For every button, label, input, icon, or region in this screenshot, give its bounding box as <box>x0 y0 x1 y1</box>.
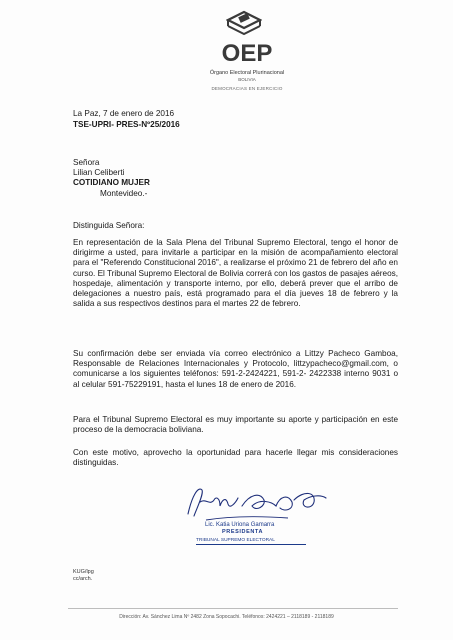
paragraph-confirmation: Su confirmación debe ser enviada vía correo electrónico a Littzy Pacheco Gamboa, Responsable de Relaciones Internacionales y Protocolo, littzypacheco@gmail.com, o comunicarse a los siguientes teléfonos: 591-2-2424221, 591-2- 2422338 interno 9031 o al celular 591-75229191, hasta el lunes 18 de enero de 2016. <box>73 349 398 389</box>
paragraph-invitation: En representación de la Sala Plena del Tribunal Supremo Electoral, tengo el honor de dirigirme a usted, para invitarle a participar en la misión de acompañamiento electoral para el "Referendo Constitucional 2016", a realizarse el próximo 21 de febrero del año en curso. El Tribunal Supremo Electoral de Bolivia correrá con los gastos de pasajes aéreos, hospedaje, alimentación y transporte interno, por ello, deberá prever que el arribo de delegaciones a nuestro país, está programado para el día jueves 18 de febrero y la salida a sus respectivos destinos para el martes 22 de febrero. <box>73 238 398 309</box>
oep-logo <box>182 10 312 100</box>
signatory-name: Lic. Katia Uriona Gamarra <box>205 522 275 528</box>
place-date: La Paz, 7 de enero de 2016 <box>73 109 175 118</box>
recipient-organization: COTIDIANO MUJER <box>73 178 150 187</box>
oep-emblem-icon <box>226 10 262 40</box>
signatory-title: PRESIDENTA <box>222 529 264 535</box>
footer-divider <box>68 608 398 609</box>
initials-line: KUG/lpg <box>73 569 94 575</box>
reference-initials <box>73 569 94 583</box>
archive-line: cc/arch. <box>73 576 93 582</box>
recipient-city: Montevideo.- <box>100 189 148 198</box>
recipient-name: Lilian Celiberti <box>73 168 125 177</box>
logo-country: BOLIVIA <box>238 77 256 82</box>
handwritten-signature <box>180 476 330 526</box>
logo-wordmark: OEP <box>221 40 273 67</box>
paragraph-importance: Para el Tribunal Supremo Electoral es muy importante su aporte y participación en este proceso de la democracia boliviana. <box>73 415 398 435</box>
greeting: Distinguida Señora: <box>73 221 145 230</box>
paragraph-closing: Con este motivo, aprovecho la oportunidad para hacerle llegar mis consideraciones distinguidas. <box>73 448 398 468</box>
footer-address: Dirección: Av. Sánchez Lima Nº 2482 Zona Sopocachi. Teléfonos: 2424221 – 2118189 - 2118189 <box>119 614 334 620</box>
signatory-organization: TRIBUNAL SUPREMO ELECTORAL <box>196 538 275 543</box>
logo-tagline: DEMOCRACIAS EN EJERCICIO <box>211 86 283 91</box>
reference-number: TSE-UPRI- PRES-Nº25/2016 <box>73 120 180 129</box>
seal-underline <box>196 544 306 545</box>
logo-subtitle: Órgano Electoral Plurinacional <box>209 70 285 76</box>
recipient-salutation: Señora <box>73 158 100 167</box>
